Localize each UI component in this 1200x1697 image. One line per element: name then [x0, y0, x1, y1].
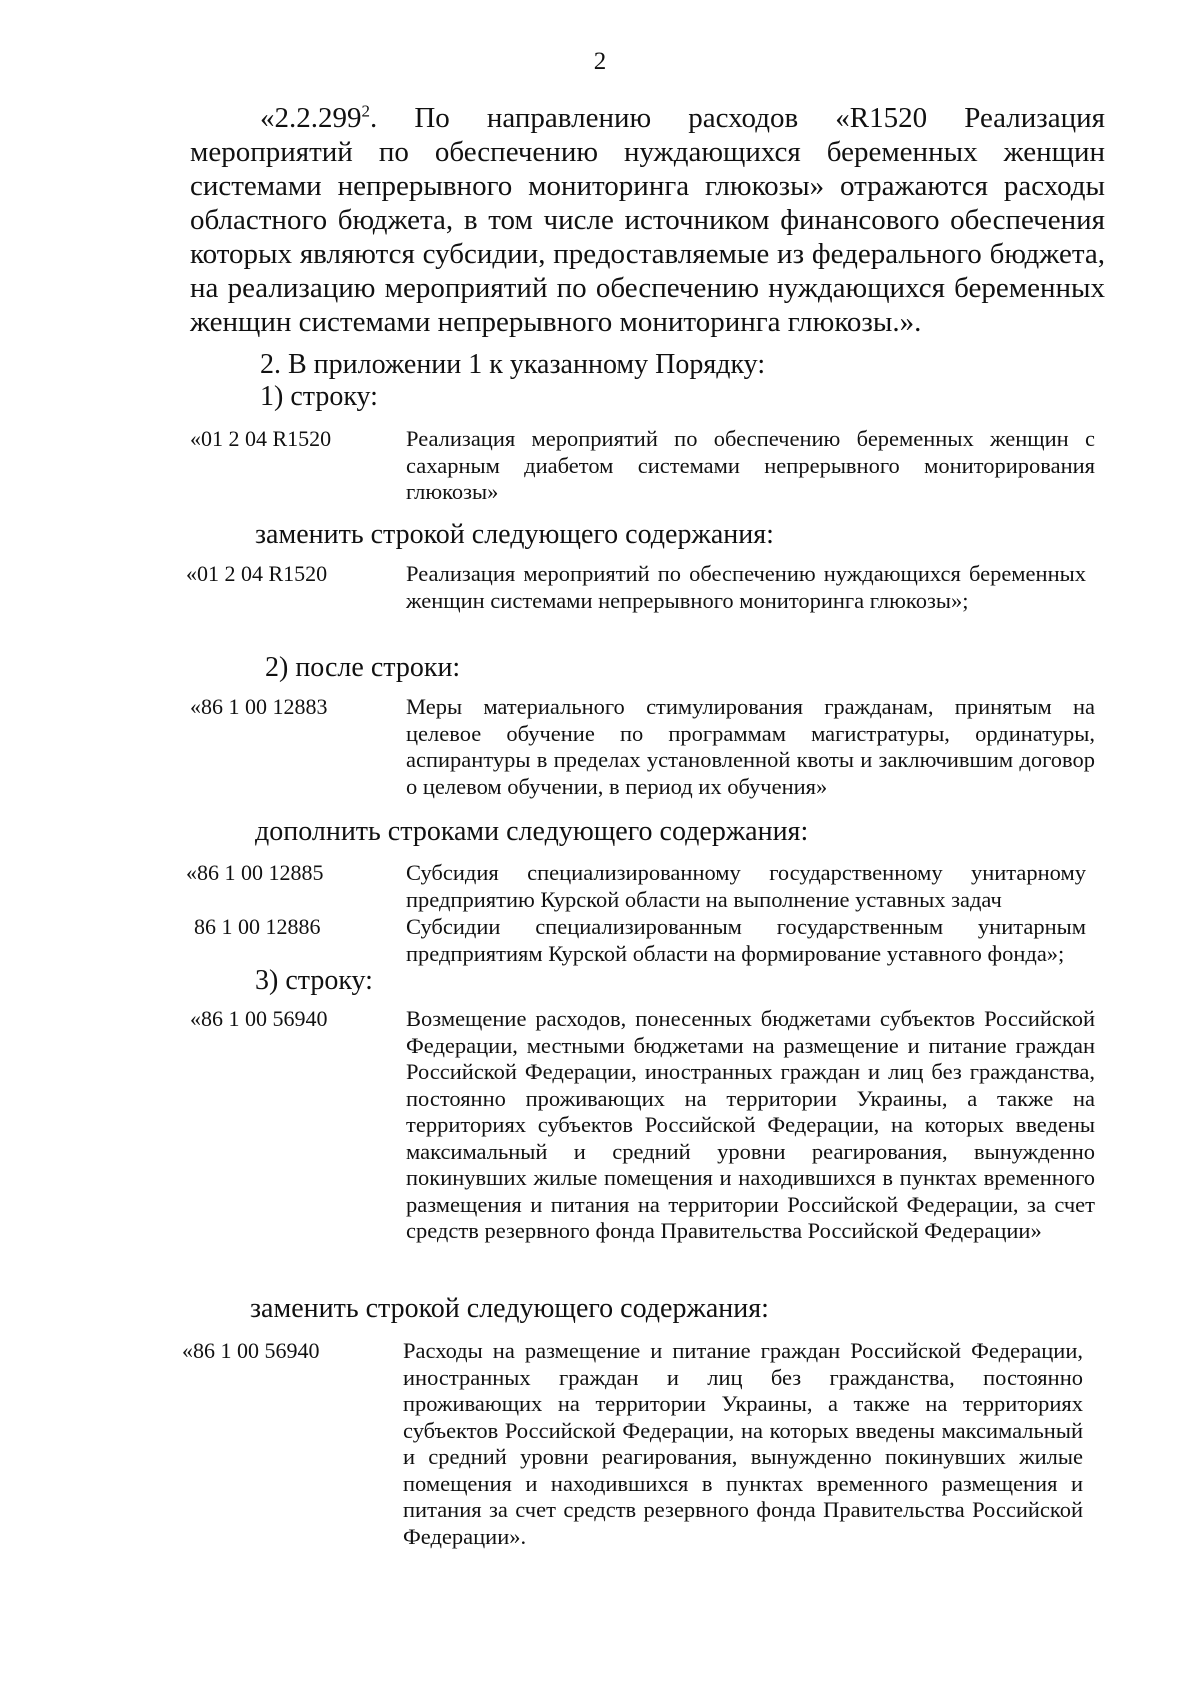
- row-6-code: «86 1 00 56940: [190, 1006, 328, 1031]
- row-4-code: «86 1 00 12885: [186, 860, 324, 885]
- row-2-code: «01 2 04 R1520: [186, 561, 328, 586]
- intro-superscript: 2: [361, 101, 370, 121]
- page-number: 2: [593, 48, 607, 75]
- row-7-text: Расходы на размещение и питание граждан Российской Федерации, иностранных граждан и лиц без гражданства, постоянно проживающих на территории Украины, а также на территориях субъектов Российской Федерации, на которых введены максимальный и средний уровни реагирования, вынужденно покинувших жилые помещения и находившихся в пунктах временного размещения и питания за счет средств резервного фонда Правительства Российской Федерации».: [403, 1338, 1083, 1549]
- intro-text: . По направлению расходов «R1520 Реализация мероприятий по обеспечению нуждающихся беременных женщин системами непрерывного мониторинга глюкозы» отражаются расходы областного бюджета, в том числе источником финансового обеспечения которых являются субсидии, предоставляемые из федерального бюджета, на реализацию мероприятий по обеспечению нуждающихся беременных женщин системами непрерывного мониторинга глюкозы.».: [190, 102, 1105, 338]
- intro-paragraph: [190, 101, 1105, 339]
- sub3-heading: 3) строку:: [255, 965, 373, 996]
- row-5-code: 86 1 00 12886: [194, 914, 321, 939]
- sub1-heading: 1) строку:: [260, 381, 378, 412]
- row-7-code: «86 1 00 56940: [182, 1338, 320, 1363]
- row-3-text: Меры материального стимулирования гражданам, принятым на целевое обучение по программам магистратуры, ординатуры, аспирантуры в пределах установленной квоты и заключившим договор о целевом обучении, в период их обучения»: [406, 694, 1095, 799]
- row-1-code: «01 2 04 R1520: [190, 426, 332, 451]
- row-4-text: Субсидия специализированному государственному унитарному предприятию Курской области на выполнение уставных задач: [406, 860, 1086, 912]
- intro-prefix: «2.2.299: [260, 102, 362, 134]
- sub2-heading: 2) после строки:: [265, 652, 461, 683]
- row-1-text: Реализация мероприятий по обеспечению беременных женщин с сахарным диабетом системами непрерывного мониторирования глюкозы»: [406, 426, 1095, 504]
- replace-heading-1: заменить строкой следующего содержания:: [255, 519, 774, 550]
- row-2-text: Реализация мероприятий по обеспечению нуждающихся беременных женщин системами непрерывного мониторинга глюкозы»;: [406, 561, 1086, 613]
- add-rows-heading: дополнить строками следующего содержания:: [255, 816, 809, 847]
- item2-heading: 2. В приложении 1 к указанному Порядку:: [260, 349, 766, 380]
- row-5-text: Субсидии специализированным государственным унитарным предприятиям Курской области на формирование уставного фонда»;: [406, 914, 1086, 966]
- row-3-code: «86 1 00 12883: [190, 694, 328, 719]
- replace-heading-2: заменить строкой следующего содержания:: [250, 1293, 769, 1324]
- row-6-text: Возмещение расходов, понесенных бюджетами субъектов Российской Федерации, местными бюджетами на размещение и питание граждан Российской Федерации, иностранных граждан и лиц без гражданства, постоянно проживающих на территории Украины, а также на территориях субъектов Российской Федерации, на которых введены максимальный и средний уровни реагирования, вынужденно покинувших жилые помещения и находившихся в пунктах временного размещения и питания на территории Российской Федерации, за счет средств резервного фонда Правительства Российской Федерации»: [406, 1006, 1095, 1243]
